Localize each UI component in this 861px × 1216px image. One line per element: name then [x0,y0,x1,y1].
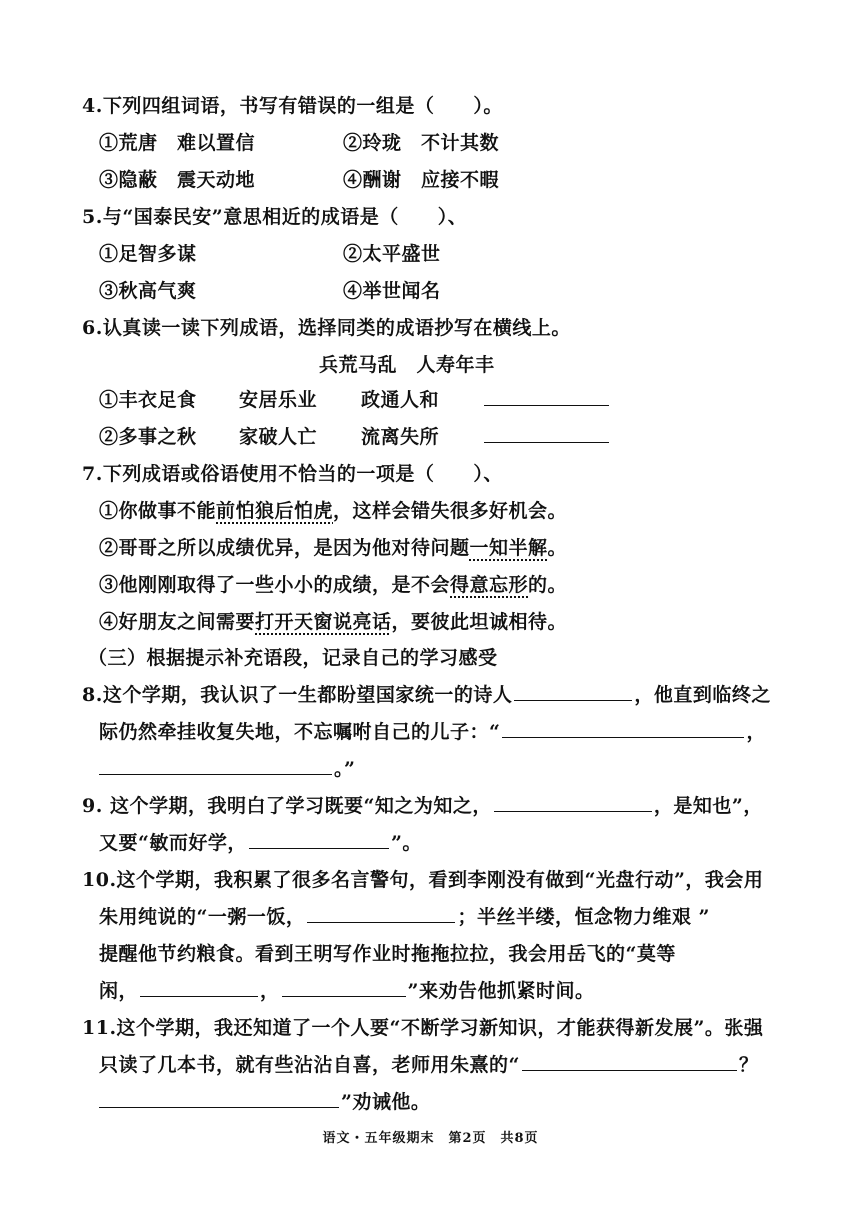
q10-line-2: 朱用纯说的“一粥一饭， ；半丝半缕，恒念物力维艰 ” [99,906,710,928]
q10-blank-1[interactable] [307,904,455,923]
q7-option-2: ②哥哥之所以成绩优异，是因为他对待问题一知半解。 [99,537,568,559]
q7-option-1: ①你做事不能前怕狼后怕虎，这样会错失很多好机会。 [99,500,568,522]
q7-option-3-idiom: 得意忘形 [450,574,529,596]
q9-blank-1[interactable] [494,793,652,812]
q10-line-3: 提醒他节约粮食。看到王明写作业时拖拖拉拉，我会用岳飞的“莫等 [99,943,676,965]
q5-option-2: ②太平盛世 [343,243,441,265]
q6-row1-idiom-3: 政通人和 [361,389,440,411]
q4-option-4: ④酬谢 应接不暇 [343,169,500,191]
q6-stem: 6.认真读一读下列成语，选择同类的成语抄写在横线上。 [82,317,571,339]
q6-row1-idiom-1: ①丰衣足食 [99,389,197,411]
q4-option-2: ②玲珑 不计其数 [343,132,500,154]
q6-row2-idiom-1: ②多事之秋 [99,426,197,448]
q11-line-1: 11.这个学期，我还知道了一个人要“不断学习新知识，才能获得新发展”。张强 [82,1017,764,1039]
q10-line-1: 10.这个学期，我积累了很多名言警句，看到李刚没有做到“光盘行动”，我会用 [82,869,764,891]
q5-option-3: ③秋高气爽 [99,280,197,302]
q7-option-1-idiom: 前怕狼后怕虎 [216,500,334,522]
q5-option-4: ④举世闻名 [343,280,441,302]
q9-line-1: 9. 这个学期，我明白了学习既要“知之为知之， ，是知也”， [82,795,763,817]
q9-line-2: 又要“敏而好学， ”。 [99,832,422,854]
q4-option-3: ③隐蔽 震天动地 [99,169,256,191]
q4-stem: 4.下列四组词语，书写有错误的一组是（ ）。 [82,95,503,117]
q10-line-4: 闲， ， ”来劝告他抓紧时间。 [99,980,595,1002]
q6-row2-idiom-3: 流离失所 [361,426,440,448]
q8-line-2: 际仍然牵挂收复失地，不忘嘱咐自己的儿子：“ ， [99,721,766,743]
q6-row1-idiom-2: 安居乐业 [239,389,318,411]
q6-row2-idiom-2: 家破人亡 [239,426,318,448]
q11-blank-1[interactable] [522,1052,737,1071]
q7-stem: 7.下列成语或俗语使用不恰当的一项是（ ）、 [82,463,503,485]
q11-line-2: 只读了几本书，就有些沾沾自喜，老师用朱熹的“ ？ [99,1054,759,1076]
q6-row2-answer-blank[interactable] [484,442,609,443]
q10-blank-3[interactable] [282,978,406,997]
q8-poem-blank-2[interactable] [99,756,332,775]
q11-line-3: ”劝诫他。 [99,1087,430,1114]
q5-option-1: ①足智多谋 [99,243,197,265]
q5-stem: 5.与“国泰民安”意思相近的成语是（ ）、 [82,206,468,228]
q10-blank-2[interactable] [140,978,258,997]
q8-line-3: 。” [99,754,355,781]
q7-option-4-idiom: 打开天窗说亮话 [255,611,392,633]
q7-option-2-idiom: 一知半解 [469,537,548,559]
q7-option-3: ③他刚刚取得了一些小小的成绩，是不会得意忘形的。 [99,574,568,596]
q8-poem-blank-1[interactable] [502,719,744,738]
q6-given-idioms: 兵荒马乱 人寿年丰 [319,354,495,376]
q7-option-4: ④好朋友之间需要打开天窗说亮话，要彼此坦诚相待。 [99,611,568,633]
q11-blank-2[interactable] [99,1089,339,1108]
section-3-heading: （三）根据提示补充语段，记录自己的学习感受 [88,647,498,669]
q9-blank-2[interactable] [249,830,389,849]
q4-option-1: ①荒唐 难以置信 [99,132,256,154]
q8-poet-blank[interactable] [514,682,632,701]
q8-line-1: 8.这个学期，我认识了一生都盼望国家统一的诗人 ，他直到临终之 [82,684,771,706]
page-footer: 语文・五年级期末 第2页 共8页 [322,1131,539,1146]
q6-row1-answer-blank[interactable] [484,405,609,406]
